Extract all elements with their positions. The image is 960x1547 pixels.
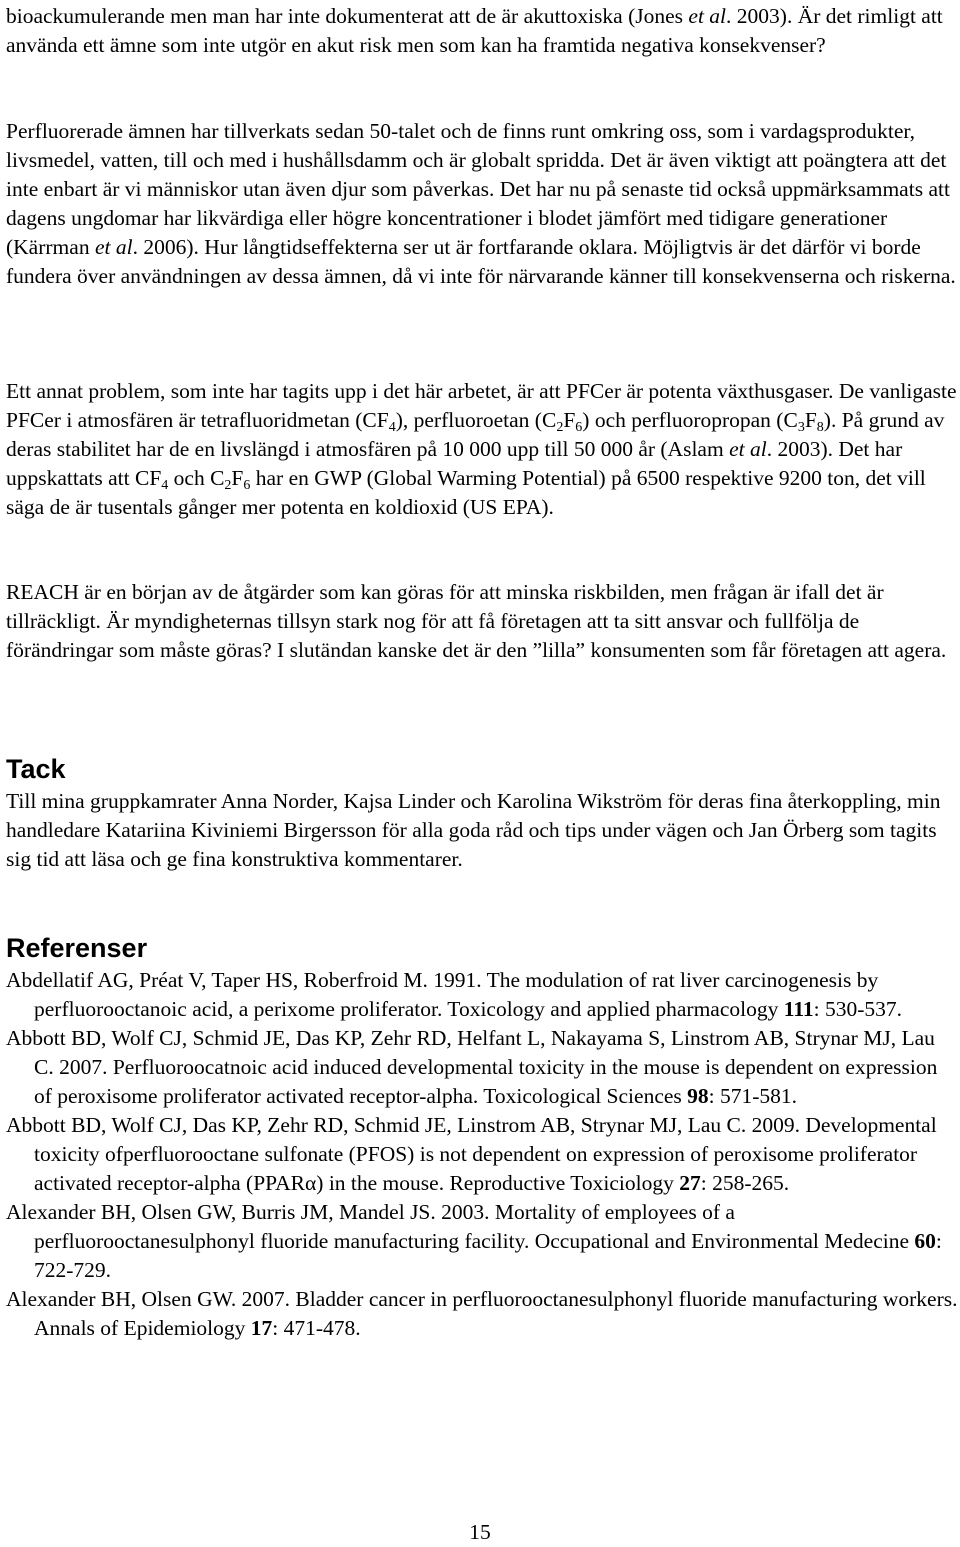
text-italic: et al <box>94 235 133 259</box>
text-segment: . 2003). Är det rimligt att använda ett ämne som inte utgör en akut risk men som kan ha framtida negativa konsekvenser? <box>6 4 943 57</box>
text-segment: . 2003). Det har uppskattats att CF <box>6 437 903 490</box>
text-italic: et al <box>729 437 767 461</box>
reference-pages: : 471-478. <box>272 1316 361 1340</box>
text-segment: Perfluorerade ämnen har tillverkats sedan 50-talet och de finns runt omkring oss, som i vardagsprodukter, livsmedel, vatten, till och med i hushållsdamm och är globalt spridda. Det är även viktigt att poängtera att det inte enbart är vi människor utan även djur som påverkas. Det har nu på senaste tid också uppmärksammats att dagens ungdomar har likvärdiga eller högre koncentrationer i blodet jämfört med tidigare generationer (Kärrman <box>6 119 950 259</box>
reference-text: Abbott BD, Wolf CJ, Schmid JE, Das KP, Zehr RD, Helfant L, Nakayama S, Linstrom AB, Strynar MJ, Lau C. 2007. Perfluoroocatnoic acid induced developmental toxicity in the mouse is dependent on expression of peroxisome proliferator activated receptor-alpha. Toxicological Sciences <box>6 1026 938 1108</box>
text-segment: ), perfluoroetan (C <box>395 408 557 432</box>
page-number: 15 <box>469 1520 491 1544</box>
reference-volume: 98 <box>687 1084 709 1108</box>
text-segment: ) och perfluoropropan (C <box>582 408 798 432</box>
reference-volume: 17 <box>250 1316 273 1340</box>
heading-tack: Tack <box>6 754 66 784</box>
subscript: 6 <box>575 420 583 435</box>
paragraph-vaxthusgaser <box>6 377 958 522</box>
paragraph-intro <box>6 2 958 60</box>
reference-pages: : 258-265. <box>700 1171 790 1195</box>
reference-item <box>6 1111 958 1198</box>
reference-pages: : 722-729. <box>34 1229 942 1282</box>
subscript: 4 <box>161 478 169 493</box>
reference-volume: 27 <box>679 1171 701 1195</box>
reference-text: Alexander BH, Olsen GW, Burris JM, Mandel JS. 2003. Mortality of employees of a perfluorooctanesulphonyl fluoride manufacturing facility. Occupational and Environmental Medecine <box>6 1200 915 1253</box>
paragraph-perfluorerade <box>6 117 958 291</box>
text-segment: och C <box>168 466 225 490</box>
text-segment: bioackumulerande men man har inte dokumenterat att de är akuttoxiska (Jones <box>6 4 689 28</box>
text-segment: ). På grund av deras stabilitet har de en livslängd i atmosfären på 10 000 upp till 50 000 år (Aslam <box>6 408 945 461</box>
text-segment: F <box>563 408 576 432</box>
reference-text: Alexander BH, Olsen GW. 2007. Bladder cancer in perfluorooctanesulphonyl fluoride manufacturing workers. Annals of Epidemiology <box>6 1287 958 1340</box>
text-segment: F <box>804 408 817 432</box>
reference-item <box>6 1024 958 1111</box>
subscript: 4 <box>388 420 396 435</box>
subscript: 2 <box>556 420 564 435</box>
reference-text: Abbott BD, Wolf CJ, Das KP, Zehr RD, Schmid JE, Linstrom AB, Strynar MJ, Lau C. 2009. Developmental toxicity ofperfluorooctane sulfonate (PFOS) is not dependent on expression of peroxisome proliferator activated receptor-alpha (PPARα) in the mouse. Reproductive Toxiciology <box>6 1113 937 1195</box>
heading-referenser: Referenser <box>6 933 148 963</box>
subscript: 6 <box>243 478 251 493</box>
text-segment: har en GWP (Global Warming Potential) på 6500 respektive 9200 ton, det vill säga de är tusentals gånger mer potenta en koldioxid (US EPA). <box>6 466 926 519</box>
text-italic: et al <box>688 4 727 28</box>
reference-item <box>6 1285 958 1343</box>
reference-item <box>6 1198 958 1285</box>
reference-item <box>6 966 958 1024</box>
subscript: 8 <box>816 420 824 435</box>
reference-list <box>6 966 958 1343</box>
paragraph-reach: REACH är en början av de åtgärder som kan göras för att minska riskbilden, men frågan är ifall det är tillräckligt. Är myndigheternas tillsyn stark nog för att få företagen att ta sitt ansvar och fullfölja de förändringar som måste göras? I slutändan kanske det är den ”lilla” konsumenten som får företagen att agera. <box>6 580 947 662</box>
reference-pages: : 571-581. <box>708 1084 798 1108</box>
text-segment: . 2006). Hur långtidseffekterna ser ut är fortfarande oklara. Möjligtvis är det därför vi borde fundera över användningen av dessa ämnen, då vi inte för närvarande känner till konsekvenserna och riskerna. <box>6 235 956 288</box>
reference-text: Abdellatif AG, Préat V, Taper HS, Roberfroid M. 1991. The modulation of rat liver carcinogenesis by perfluorooctanoic acid, a perixome proliferator. Toxicology and applied pharmacology <box>6 968 879 1021</box>
subscript: 2 <box>224 478 232 493</box>
text-segment: Ett annat problem, som inte har tagits upp i det här arbetet, är att PFCer är potenta växthusgaser. De vanligaste PFCer i atmosfären är tetrafluoridmetan (CF <box>6 379 957 432</box>
reference-pages: : 530-537. <box>813 997 903 1021</box>
reference-volume: 60 <box>914 1229 936 1253</box>
paragraph-tack: Till mina gruppkamrater Anna Norder, Kajsa Linder och Karolina Wikström för deras fina återkoppling, min handledare Katariina Kiviniemi Birgersson för alla goda råd och tips under vägen och Jan Örberg som tagits sig tid att läsa och ge fina konstruktiva kommentarer. <box>6 789 941 871</box>
subscript: 3 <box>797 420 805 435</box>
reference-volume: 111 <box>783 997 814 1021</box>
text-segment: F <box>231 466 244 490</box>
